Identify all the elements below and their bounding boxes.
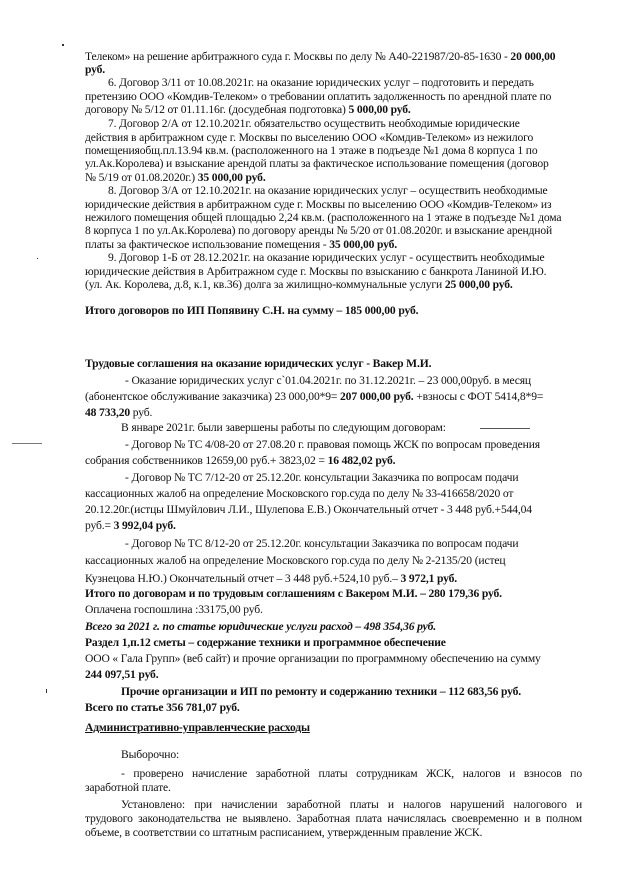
item9-line2: юридические действия в Арбитражном суде г. Москвы по взысканию с банкрота Ланиной И.Ю. bbox=[85, 265, 547, 278]
labor-service-line1: - Оказание юридических услуг с`01.04.2021г. по 31.12.2021г. – 23 000,00руб. в месяц bbox=[125, 374, 531, 387]
tc812-line1: - Договор № ТС 8/12-20 от 25.12.20г. консультации Заказчика по вопросам подачи bbox=[125, 537, 519, 550]
section12-line1: ООО « Гала Групп» (веб сайт) и прочие организации по программному обеспечению на сумму bbox=[85, 652, 541, 665]
tc712-unit: руб. bbox=[153, 519, 176, 532]
admin-checked-line2: заработной плате. bbox=[85, 781, 171, 794]
state-fee: Оплачена госпошлина :33175,00 руб. bbox=[85, 603, 263, 616]
tc812-line2: кассационных жалоб на определение Московского гор.суда по делу № 2-2135/20 (истец bbox=[85, 554, 506, 567]
scan-artifact bbox=[12, 443, 42, 444]
tc408-unit: руб. bbox=[372, 454, 396, 467]
admin-found-line3: объеме, в соответствии со штатным расписанием, утвержденным правление ЖСК. bbox=[85, 826, 483, 839]
item8-line4: 8 корпуса 1 по ул.Ак.Королева) по договору аренды № 5/20 от 01.08.2020г. и взыскание арендной bbox=[85, 224, 553, 237]
tc408-line2 bbox=[85, 454, 395, 468]
item6-line3 bbox=[85, 103, 411, 117]
labor-service-line2 bbox=[85, 390, 543, 404]
scan-speck bbox=[62, 44, 64, 46]
tc408-line1: - Договор № ТС 4/08-20 от 27.08.20 г. правовая помощь ЖСК по вопросам проведения bbox=[125, 438, 540, 451]
item8-line2: юридические действия в арбитражном суде г. Москвы по выселению ООО «Комдив-Телеком» из bbox=[85, 198, 552, 211]
contracts-ip-total: Итого договоров по ИП Попявину С.Н. на сумму – 185 000,00 руб. bbox=[85, 304, 419, 317]
tc712-line4 bbox=[85, 519, 176, 533]
section12-line2: 244 097,51 руб. bbox=[85, 668, 159, 681]
tc712-line3: 20.12.20г.(истцы Шмуйлович Л.И., Шулепова Е.В.) Окончательный отчет - 3 448 руб.+544,04 bbox=[85, 503, 532, 516]
scan-speck bbox=[46, 689, 47, 693]
item9-line1: 9. Договор 1-Б от 28.12.2021г. на оказание юридических услуг - осуществить необходимые bbox=[108, 251, 545, 264]
item8-line3: нежилого помещения общей площадью 2,24 кв.м. (расположенного на 1 этаже в подъезде №1 дома bbox=[85, 211, 562, 224]
tc812-text: Кузнецова Н.Ю.) Окончательный отчет – 3 448 руб.+524,10 руб.– bbox=[85, 572, 401, 585]
item7-line2: действия в арбитражном суде г. Москвы по выселению ООО «Комдив-Телеком» из нежилого bbox=[85, 131, 534, 144]
item7-line4: ул.Ак.Королева) и взыскание арендой платы за фактическое использование помещения (договор bbox=[85, 157, 549, 170]
item7-text: № 5/19 от 01.08.2020г.) bbox=[85, 171, 198, 184]
scan-artifact bbox=[480, 428, 530, 429]
section12-heading: Раздел 1,п.12 сметы – содержание техники и программное обеспечение bbox=[85, 636, 446, 649]
tc712-amount: 3 992,04 bbox=[113, 519, 154, 532]
service-fee-unit: руб. bbox=[130, 406, 153, 419]
labor-heading: Трудовые соглашения на оказание юридических услуг - Вакер М.И. bbox=[85, 357, 432, 370]
scan-speck bbox=[37, 258, 38, 259]
item6-text: договору № 5/12 от 01.11.16г. (досудебная подготовка) bbox=[85, 103, 349, 116]
service-fee-text: +взносы с ФОТ 5414,8*9= bbox=[413, 390, 544, 403]
item8-text: платы за фактическое использование помещения - bbox=[85, 238, 330, 251]
tc408-amount: 16 482,02 bbox=[327, 454, 373, 467]
item5-line2: руб. bbox=[85, 63, 106, 76]
admin-heading: Административно-управленческие расходы bbox=[85, 721, 310, 734]
item8-amount: 35 000,00 руб. bbox=[329, 238, 398, 251]
item5-line1 bbox=[85, 50, 555, 64]
labor-total: Итого по договорам и по трудовым соглашениям с Вакером М.И. – 280 179,36 руб. bbox=[85, 587, 502, 600]
admin-found-line1: Установлено: при начислении заработной платы и налогов нарушений налогового и bbox=[121, 798, 582, 811]
tc812-line3 bbox=[85, 572, 457, 586]
item6-line2: претензию ООО «Комдив-Телеком» о требовании оплатить задолженность по арендной плате по bbox=[85, 90, 552, 103]
item5-amount: 20 000,00 bbox=[510, 50, 556, 63]
service-amount: 207 000,00 руб. bbox=[340, 390, 414, 403]
item7-amount: 35 000,00 руб. bbox=[197, 171, 266, 184]
tc712-line2: кассационных жалоб на определение Московского гор.суда по делу № 33-416658/2020 от bbox=[85, 487, 514, 500]
admin-selective: Выборочно: bbox=[121, 748, 180, 761]
legal-grand-total: Всего за 2021 г. по статье юридические услуги расход – 498 354,36 руб. bbox=[85, 620, 437, 633]
item7-line3: помещенияобщ.пл.13.94 кв.м. (расположенного на 1 этаже в подъезде №1 дома 8 корпуса 1 по bbox=[85, 144, 538, 157]
item9-amount: 25 000,00 руб. bbox=[444, 278, 513, 291]
tc812-unit: руб. bbox=[434, 572, 458, 585]
item9-text: (ул. Ак. Королева, д.8, к.1, кв.36) долга за жилищно-коммунальные услуги bbox=[85, 278, 445, 291]
admin-found-line2: трудового законодательства не выявлено. Заработная плата начислялась своевременно и в полном bbox=[85, 812, 582, 825]
tc712-text: руб.= bbox=[85, 519, 114, 532]
tc812-amount: 3 972,1 bbox=[400, 572, 435, 585]
admin-checked-line1: - проверено начисление заработной платы сотрудникам ЖСК, налогов и взносов по bbox=[121, 767, 582, 780]
service-fee-amount: 48 733,20 bbox=[85, 406, 131, 419]
section12-repair: Прочие организации и ИП по ремонту и содержанию техники – 112 683,56 руб. bbox=[121, 685, 522, 698]
item5-text: Телеком» на решение арбитражного суда г. Москвы по делу № А40-221987/20-85-1630 - bbox=[85, 50, 511, 63]
section12-total: Всего по статье 356 781,07 руб. bbox=[85, 701, 240, 714]
item6-line1: 6. Договор 3/11 от 10.08.2021г. на оказание юридических услуг – подготовить и передать bbox=[108, 76, 534, 89]
labor-service-line3 bbox=[85, 406, 152, 420]
item9-line3 bbox=[85, 278, 513, 292]
tc408-text: собрания собственников 12659,00 руб.+ 3823,02 = bbox=[85, 454, 328, 467]
january-intro: В январе 2021г. были завершены работы по следующим договорам: bbox=[121, 421, 446, 434]
item8-line1: 8. Договор 3/А от 12.10.2021г. на оказание юридических услуг – осуществить необходимые bbox=[108, 184, 548, 197]
service-text: (абонентское обслуживание заказчика) 23 000,00*9= bbox=[85, 390, 341, 403]
tc712-line1: - Договор № ТС 7/12-20 от 25.12.20г. консультации Заказчика по вопросам подачи bbox=[125, 471, 519, 484]
item8-line5 bbox=[85, 238, 397, 252]
item6-amount: 5 000,00 руб. bbox=[348, 103, 411, 116]
item7-line5 bbox=[85, 171, 266, 185]
item7-line1: 7. Договор 2/А от 12.10.2021г. обязательство осуществить необходимые юридические bbox=[108, 117, 520, 130]
